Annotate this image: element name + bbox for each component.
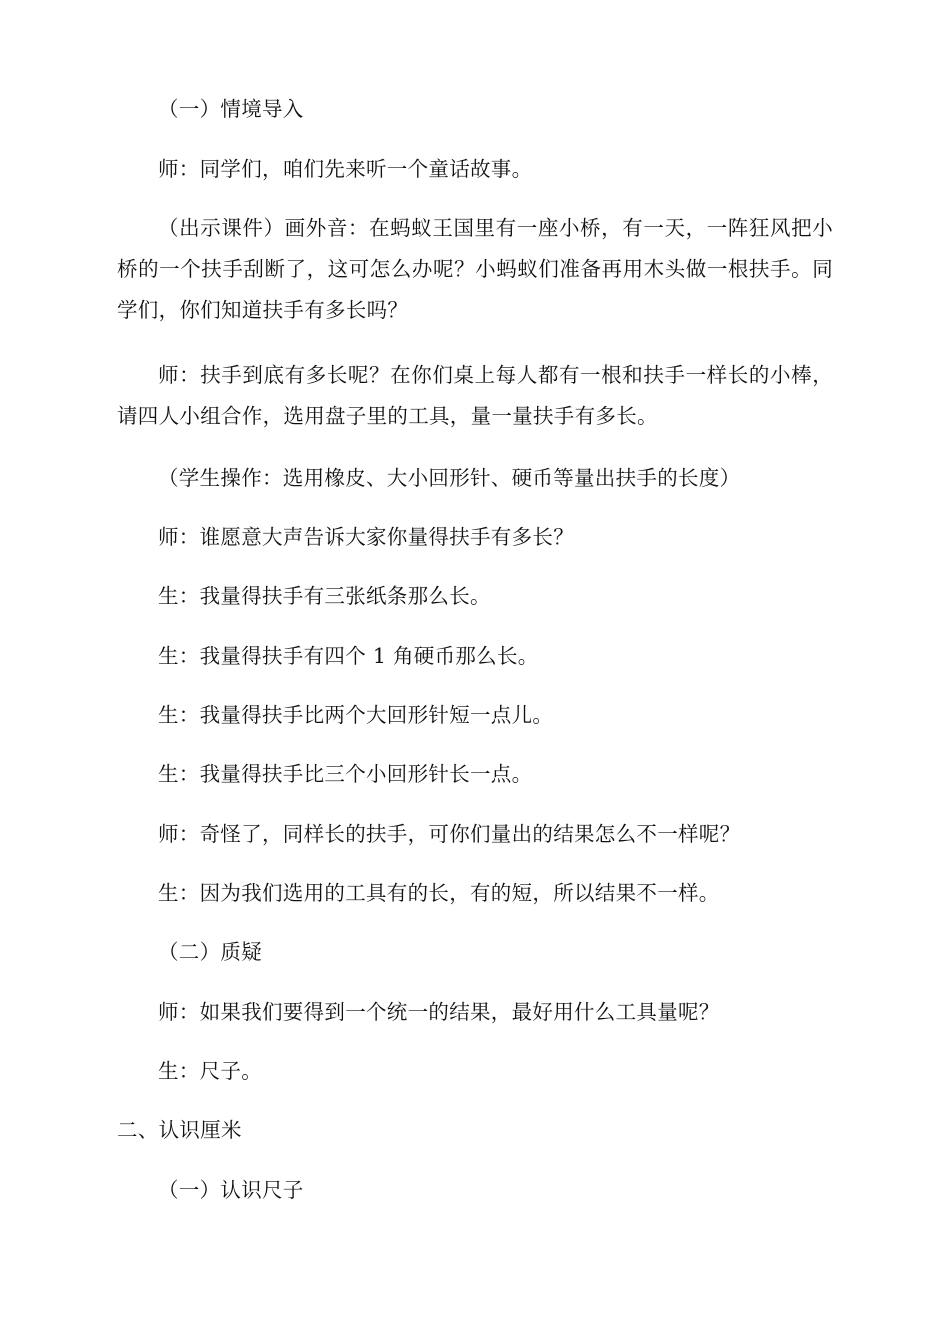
paragraph-teacher-3: 师：谁愿意大声告诉大家你量得扶手有多长？ (158, 525, 574, 549)
section-heading-question: （二）质疑 (158, 940, 262, 964)
paragraph-teacher-2: 师：扶手到底有多长呢？在你们桌上每人都有一根和扶手一样长的小棒，请四人小组合作，选用盘子里的工具，量一量扶手有多长。 (117, 363, 833, 428)
paragraph-student-operation: （学生操作：选用橡皮、大小回形针、硬币等量出扶手的长度） (158, 466, 741, 490)
paragraph-teacher-5: 师：如果我们要得到一个统一的结果，最好用什么工具量呢？ (158, 1000, 720, 1024)
paragraph-student-6: 生：尺子。 (158, 1059, 262, 1083)
paragraph-student-5: 生：因为我们选用的工具有的长，有的短，所以结果不一样。 (158, 881, 720, 905)
paragraph-teacher-4: 师：奇怪了，同样长的扶手，可你们量出的结果怎么不一样呢？ (158, 822, 741, 846)
section-heading-situation-intro: （一）情境导入 (158, 97, 304, 121)
paragraph-teacher-1: 师：同学们，咱们先来听一个童话故事。 (158, 157, 533, 181)
paragraph-student-1: 生：我量得扶手有三张纸条那么长。 (158, 584, 491, 608)
section-heading-ruler: （一）认识尺子 (158, 1178, 304, 1202)
paragraph-student-4: 生：我量得扶手比三个小回形针长一点。 (158, 762, 533, 786)
paragraph-student-2: 生：我量得扶手有四个 1 角硬币那么长。 (158, 644, 539, 668)
paragraph-courseware-narration: （出示课件）画外音：在蚂蚁王国里有一座小桥，有一天，一阵狂风把小桥的一个扶手刮断了，这可怎么办呢？小蚂蚁们准备再用木头做一根扶手。同学们，你们知道扶手有多长吗？ (117, 216, 833, 322)
paragraph-student-3: 生：我量得扶手比两个大回形针短一点儿。 (158, 703, 554, 727)
section-heading-centimeter: 二、认识厘米 (117, 1118, 242, 1142)
